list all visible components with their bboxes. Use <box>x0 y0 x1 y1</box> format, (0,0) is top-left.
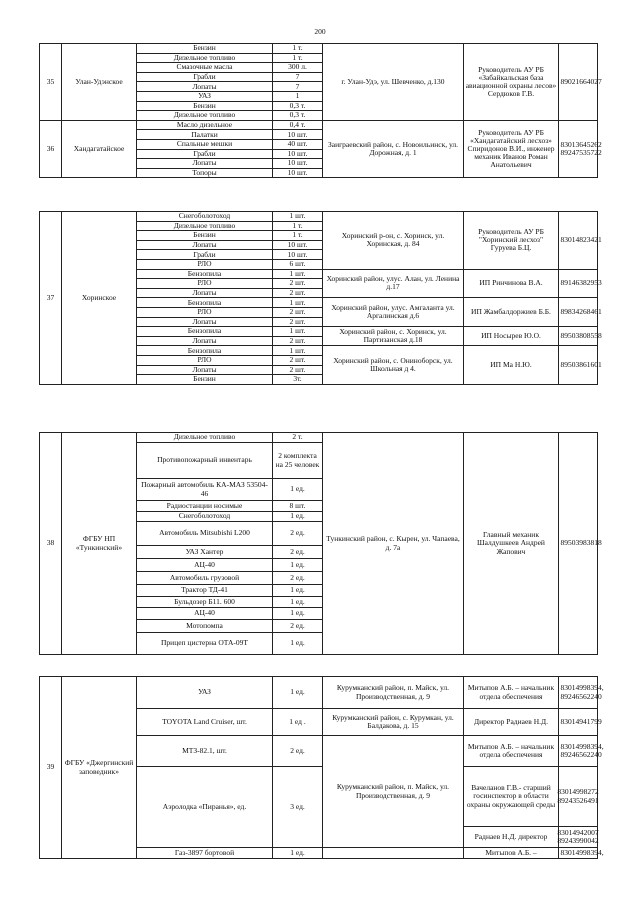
quantity: 0,3 т. <box>273 111 323 121</box>
address: Тункинский район, с. Кырен, ул. Чапаева, д. 7а <box>323 433 464 655</box>
contact-person: ИП Ринчинова В.А. <box>464 269 559 298</box>
phone: 83014941799 <box>559 709 598 736</box>
resource-name: Дизельное топливо <box>137 433 273 443</box>
quantity: 10 шт. <box>273 159 323 169</box>
resource-name: РЛО <box>137 279 273 289</box>
quantity: 2 шт. <box>273 336 323 346</box>
address: Курумканский район, п. Майск, ул. Производственная, д. 9 <box>323 677 464 709</box>
quantity: 300 л. <box>273 63 323 73</box>
quantity: 1 ед. <box>273 585 323 597</box>
table-row <box>40 677 598 709</box>
table-block-37 <box>39 211 602 385</box>
resource-name: Смазочные масла <box>137 63 273 73</box>
organization: Улан-Удэнское <box>62 44 137 121</box>
phone: 83014823421 <box>559 212 598 270</box>
resource-name: Лопаты <box>137 336 273 346</box>
table-row <box>40 433 598 443</box>
quantity: 1 шт. <box>273 212 323 222</box>
resource-name: Грабли <box>137 250 273 260</box>
resource-name: Дизельное топливо <box>137 53 273 63</box>
phone: 89146382953 <box>559 269 598 298</box>
quantity: 2 шт. <box>273 365 323 375</box>
phone-2: 83014942007 89243990042 <box>557 827 599 845</box>
resource-name: Трактор ТД-41 <box>137 585 273 597</box>
organization: Хоринское <box>62 212 137 385</box>
address: Хоринский р-он, с. Хоринск, ул. Хоринская, д. 84 <box>323 212 464 270</box>
resource-name: Противопожарный инвентарь <box>137 443 273 479</box>
quantity: 1 ед. <box>273 479 323 501</box>
quantity: 1 шт. <box>273 346 323 356</box>
resource-name: Грабли <box>137 72 273 82</box>
resource-name: Лопаты <box>137 288 273 298</box>
contact-person: ИП Носырев Ю.О. <box>464 327 559 346</box>
quantity: 1 т. <box>273 231 323 241</box>
address: Курумканский район, п. Майск, ул. Производственная, д. 9 <box>323 736 464 848</box>
quantity: 2 шт. <box>273 317 323 327</box>
contact-person-2: Раднаев Н.Д. директор <box>464 826 558 847</box>
row-number: 37 <box>40 212 62 385</box>
address: Курумканский район, с. Курумкан, ул. Балдакова, д. 15 <box>323 709 464 736</box>
contact-person: Митыпов А.Б. – начальник отдела обеспечения <box>464 736 559 767</box>
resource-name: Лопаты <box>137 82 273 92</box>
contact-person <box>464 767 559 848</box>
quantity: 2 ед. <box>273 736 323 767</box>
quantity: 1 т. <box>273 53 323 63</box>
resource-name: Радиостанции носимые <box>137 501 273 512</box>
address: Хоринский район, улус. Амгаланта ул. Аргалинская д.6 <box>323 298 464 327</box>
quantity: 1 ед. <box>273 597 323 608</box>
page-number: 200 <box>314 27 326 36</box>
address <box>323 848 464 859</box>
resource-name: Автомобиль Mitsubishi L200 <box>137 522 273 546</box>
quantity: 2 шт. <box>273 288 323 298</box>
row-number: 36 <box>40 120 62 178</box>
address: Хоринский район, с. Хоринск, ул. Партизанская д.18 <box>323 327 464 346</box>
resource-name: Грабли <box>137 149 273 159</box>
quantity: 1 шт. <box>273 327 323 337</box>
quantity: 1 ед. <box>273 512 323 522</box>
quantity: 7 <box>273 82 323 92</box>
quantity: 1 ед. <box>273 559 323 572</box>
quantity: 10 шт. <box>273 250 323 260</box>
quantity: 1 шт. <box>273 269 323 279</box>
table-row <box>40 212 598 222</box>
quantity: 1 ед. <box>273 677 323 709</box>
resource-name: Лопаты <box>137 240 273 250</box>
quantity: 3 ед. <box>273 767 323 848</box>
quantity: 7 <box>273 72 323 82</box>
phone: 83013645262 89247535722 <box>559 120 598 178</box>
resource-name: Бензопила <box>137 346 273 356</box>
quantity: 3т. <box>273 375 323 385</box>
quantity: 1 ед. <box>273 848 323 859</box>
resource-name: Бензин <box>137 101 273 111</box>
resource-name: Спальные мешки <box>137 139 273 149</box>
resource-name: TOYOTA Land Cruiser, шт. <box>137 709 273 736</box>
quantity: 2 шт. <box>273 307 323 317</box>
resource-name: АЦ-40 <box>137 559 273 572</box>
phone <box>559 767 598 848</box>
resource-name: УАЗ <box>137 677 273 709</box>
quantity: 2 ед. <box>273 620 323 633</box>
resource-name: АЦ-40 <box>137 608 273 620</box>
quantity: 6 шт. <box>273 259 323 269</box>
phone: 89834268461 <box>559 298 598 327</box>
phone: 89503861601 <box>559 346 598 384</box>
table-block-38 <box>39 432 602 655</box>
row-number: 35 <box>40 44 62 121</box>
contact-person: Митыпов А.Б. – <box>464 848 559 859</box>
organization: Хандагатайское <box>62 120 137 178</box>
address: Заиграевский район, с. Новоильинск, ул. Дорожная, д. 1 <box>323 120 464 178</box>
phone: 83014998394, 89246562240 <box>559 736 598 767</box>
phone: 89021664027 <box>559 44 598 121</box>
contact-person: ИП Ма Н.Ю. <box>464 346 559 384</box>
phone: 89503808558 <box>559 327 598 346</box>
row-number: 38 <box>40 433 62 655</box>
resource-name: УАЗ <box>137 91 273 101</box>
resource-name: Топоры <box>137 168 273 178</box>
quantity: 0,3 т. <box>273 101 323 111</box>
row-number: 39 <box>40 677 62 859</box>
resource-name: Бульдозер Б11. 600 <box>137 597 273 608</box>
resource-name: РЛО <box>137 355 273 365</box>
resource-name: Снегоболотоход <box>137 212 273 222</box>
contact-person: Руководитель АУ РБ "Хоринский лесхоз" Гуруева Б.Ц. <box>464 212 559 270</box>
quantity: 1 шт. <box>273 298 323 308</box>
resource-name: Пожарный автомобиль КА-МАЗ 53504-46 <box>137 479 273 501</box>
quantity: 1 ед . <box>273 709 323 736</box>
quantity: 1 ед. <box>273 633 323 655</box>
resource-name: Бензопила <box>137 269 273 279</box>
table-block-35-36 <box>39 43 602 178</box>
resource-name: Лопаты <box>137 159 273 169</box>
quantity: 0,4 т. <box>273 120 323 130</box>
contact-person: Митыпов А.Б. – начальник отдела обеспечения <box>464 677 559 709</box>
resource-name: Мотопомпа <box>137 620 273 633</box>
phone-1: 83014998272 89243526491 <box>557 787 599 805</box>
organization: ФГБУ «Джергинский заповедник» <box>62 677 137 859</box>
resource-name: Масло дизельное <box>137 120 273 130</box>
quantity: 10 шт. <box>273 149 323 159</box>
resource-name: Лопаты <box>137 365 273 375</box>
contact-person: Директор Радиаев Н.Д. <box>464 709 559 736</box>
resource-name: Дизельное топливо <box>137 111 273 121</box>
quantity: 2 ед. <box>273 522 323 546</box>
phone: 83014998394, <box>560 847 604 857</box>
quantity: 10 шт. <box>273 168 323 178</box>
resource-name: Бензин <box>137 375 273 385</box>
contact-person-1: Вачеланов Г.В.- старший госинспектор в области охраны окружающей среды <box>466 783 556 809</box>
table-row <box>40 120 598 130</box>
resource-name: Бензопила <box>137 327 273 337</box>
quantity: 2 шт. <box>273 279 323 289</box>
contact-person: ИП Жамбалдоржиев Б.Б. <box>464 298 559 327</box>
address: Хоринский район, с. Онинобоpск, ул. Школьная д 4. <box>323 346 464 384</box>
resource-name: Бензопила <box>137 298 273 308</box>
resource-name: Палатки <box>137 130 273 140</box>
quantity: 8 шт. <box>273 501 323 512</box>
quantity: 1 т. <box>273 44 323 54</box>
contact-person: Руководитель АУ РБ «Хандагатайский лесхоз» Спиридонов В.И., инженер механик Иванов Роман Анатольевич <box>464 120 559 178</box>
address: Хоринский район, улус. Алан, ул. Ленина д.17 <box>323 269 464 298</box>
resource-name: Газ-3897 бортовой <box>137 848 273 859</box>
contact-person: Главный механик Шалдушкеев Андрей Жапович <box>464 433 559 655</box>
resource-name: Прицеп цистерна ОТА-09Т <box>137 633 273 655</box>
resource-name: Аэролодка «Пиранья», ед. <box>137 767 273 848</box>
resource-name: РЛО <box>137 259 273 269</box>
quantity: 40 шт. <box>273 139 323 149</box>
quantity: 2 ед. <box>273 572 323 585</box>
resource-name: УАЗ Хантер <box>137 546 273 559</box>
resource-name: Бензин <box>137 44 273 54</box>
contact-person: Руководитель АУ РБ «Забайкальская база авиационной охраны лесов» Сердюков Г.В. <box>464 44 559 121</box>
phone: 89503983818 <box>559 433 598 655</box>
resource-name: МТЗ-82.1, шт. <box>137 736 273 767</box>
resource-name: Автомобиль грузовой <box>137 572 273 585</box>
quantity: 2 шт. <box>273 355 323 365</box>
quantity: 2 ед. <box>273 546 323 559</box>
table-block-39 <box>39 676 604 859</box>
address: г. Улан-Удэ, ул. Шевченко, д.130 <box>323 44 464 121</box>
resource-name: Лопаты <box>137 317 273 327</box>
quantity: 2 комплекта на 25 человек <box>273 443 323 479</box>
quantity: 1 <box>273 91 323 101</box>
quantity: 1 ед. <box>273 608 323 620</box>
quantity: 10 шт. <box>273 240 323 250</box>
resource-name: Дизельное топливо <box>137 221 273 231</box>
quantity: 2 т. <box>273 433 323 443</box>
organization: ФГБУ НП «Тункинский» <box>62 433 137 655</box>
table-row <box>40 44 598 54</box>
quantity: 10 шт. <box>273 130 323 140</box>
resource-name: Снегоболотоход <box>137 512 273 522</box>
quantity: 1 т. <box>273 221 323 231</box>
phone: 83014998394, 89246562240 <box>559 677 598 709</box>
resource-name: РЛО <box>137 307 273 317</box>
resource-name: Бензин <box>137 231 273 241</box>
